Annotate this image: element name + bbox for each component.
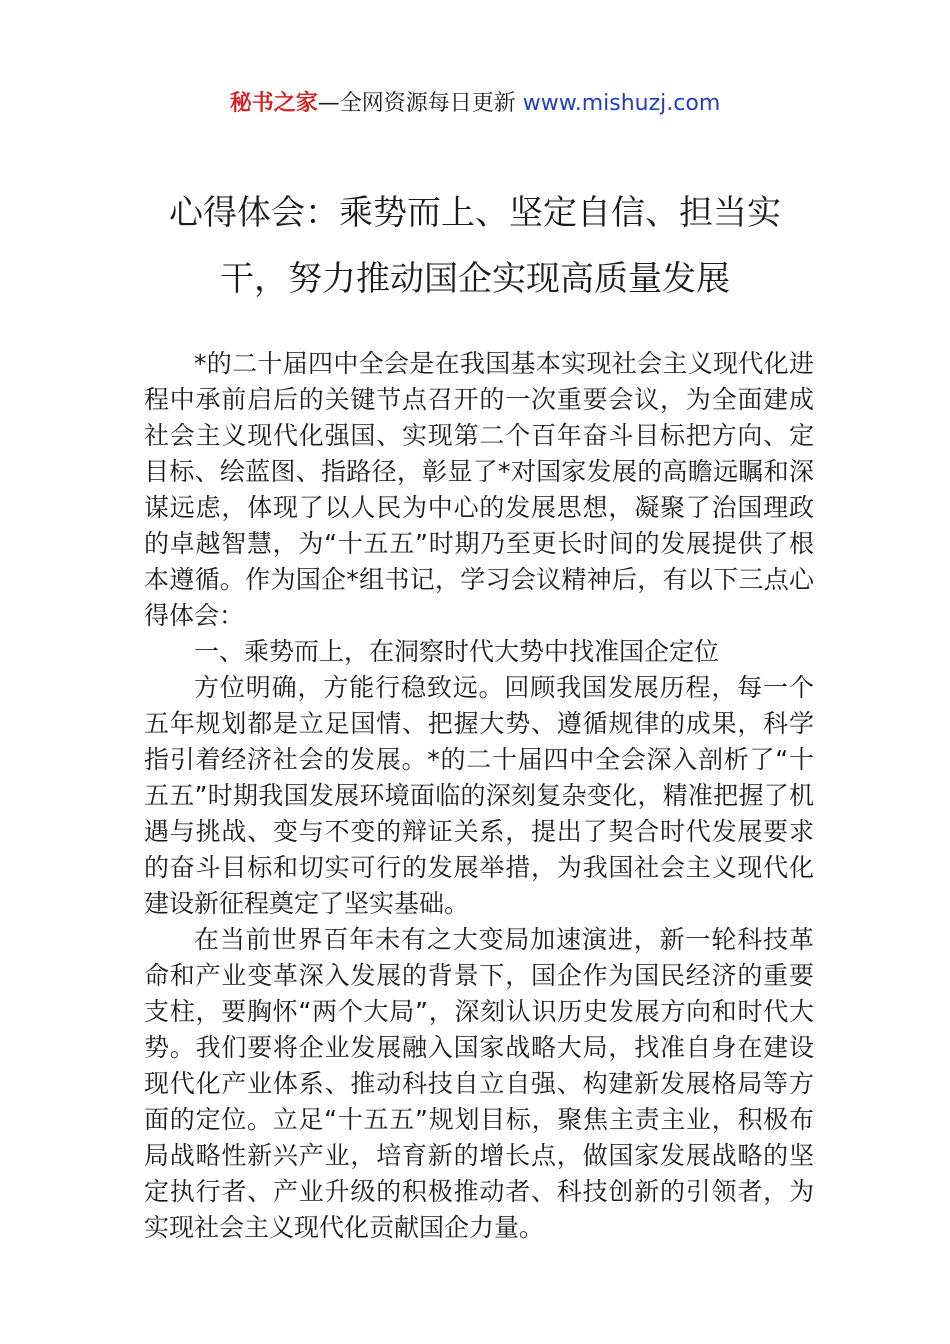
document-body bbox=[144, 346, 814, 1246]
section-heading: 一、乘势而上，在洞察时代大势中找准国企定位 bbox=[194, 637, 720, 666]
site-header bbox=[0, 88, 950, 120]
document-title bbox=[100, 180, 850, 312]
site-tagline: —全网资源每日更新 bbox=[317, 91, 523, 116]
site-url-link[interactable]: www.mishuzj.com bbox=[522, 91, 721, 116]
title-line: 干，努力推动国企实现高质量发展 bbox=[220, 259, 730, 299]
intro-paragraph: *的二十届四中全会是在我国基本实现社会主义现代化进程中承前启后的关键节点召开的一次重要会议，为全面建成社会主义现代化强国、实现第二个百年奋斗目标把方向、定目标、绘蓝图、指路径，彰显了*对国家发展的高瞻远瞩和深谋远虑，体现了以人民为中心的发展思想，凝聚了治国理政的卓越智慧，为“十五五”时期乃至更长时间的发展提供了根本遵循。作为国企*组书记，学习会议精神后，有以下三点心得体会： bbox=[144, 349, 814, 630]
body-paragraph: 在当前世界百年未有之大变局加速演进，新一轮科技革命和产业变革深入发展的背景下，国企作为国民经济的重要支柱，要胸怀“两个大局”，深刻认识历史发展方向和时代大势。我们要将企业发展融入国家战略大局，找准自身在建设现代化产业体系、推动科技自立自强、构建新发展格局等方面的定位。立足“十五五”规划目标，聚焦主责主业，积极布局战略性新兴产业，培育新的增长点，做国家发展战略的坚定执行者、产业升级的积极推动者、科技创新的引领者，为实现社会主义现代化贡献国企力量。 bbox=[144, 925, 814, 1242]
body-paragraph: 方位明确，方能行稳致远。回顾我国发展历程，每一个五年规划都是立足国情、把握大势、遵循规律的成果，科学指引着经济社会的发展。*的二十届四中全会深入剖析了“十五五”时期我国发展环境面临的深刻复杂变化，精准把握了机遇与挑战、变与不变的辩证关系，提出了契合时代发展要求的奋斗目标和切实可行的发展举措，为我国社会主义现代化建设新征程奠定了坚实基础。 bbox=[144, 673, 814, 918]
title-line: 心得体会：乘势而上、坚定自信、担当实 bbox=[169, 193, 781, 233]
site-brand: 秘书之家 bbox=[229, 91, 318, 116]
